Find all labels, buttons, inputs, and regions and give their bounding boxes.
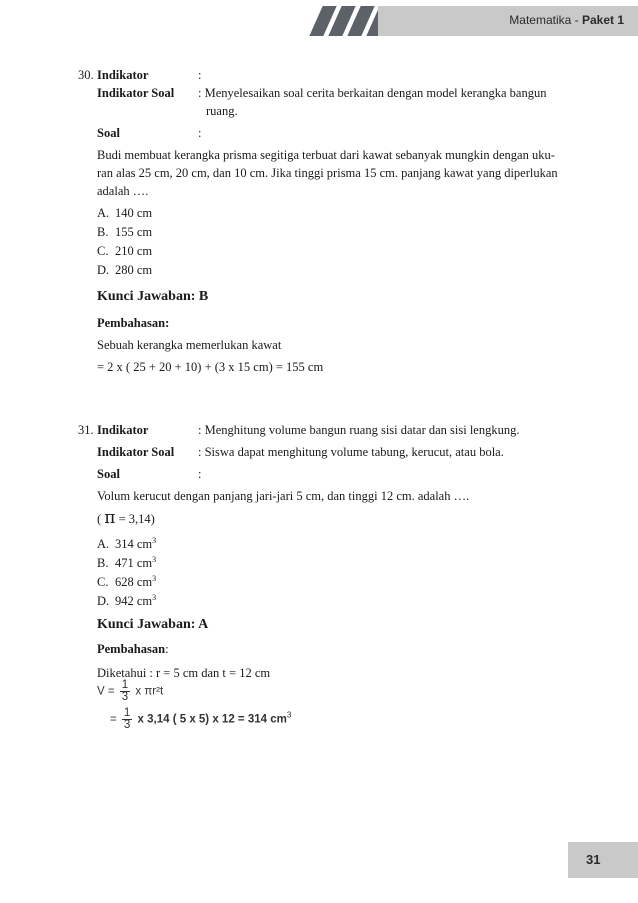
pembahasan-label: Pembahasan: <box>97 316 170 330</box>
answer-options <box>78 532 578 608</box>
question-31 <box>78 421 578 682</box>
indikator-value: : <box>198 68 202 82</box>
header-title: Matematika - Paket 1 <box>509 13 624 27</box>
pembahasan-label: Pembahasan <box>97 642 166 656</box>
soal-value: : <box>198 126 202 140</box>
pembahasan-calc: = 2 x ( 25 + 20 + 10) + (3 x 15 cm) = 155 cm <box>97 360 324 374</box>
diketahui-text: Diketahui : r = 5 cm dan t = 12 cm <box>97 666 271 680</box>
pi-note: ( π = 3,14) <box>97 508 155 528</box>
indikator-value: : Menghitung volume bangun ruang sisi datar dan sisi lengkung. <box>198 423 520 437</box>
option-b: B. 155 cm <box>97 225 153 239</box>
question-30 <box>78 66 578 376</box>
question-text: Volum kerucut dengan panjang jari-jari 5 cm, dan tinggi 12 cm. adalah …. <box>97 489 470 503</box>
soal-value: : <box>198 467 202 481</box>
option-d: D. 942 $cm^3$ <box>97 593 157 608</box>
question-number: 31. <box>78 423 94 437</box>
option-a: A. 314 $cm^3$ <box>97 536 157 551</box>
option-d: D. 280 cm <box>97 263 153 277</box>
indikator-soal-value: : Siswa dapat menghitung volume tabung, kerucut, atau bola. <box>198 445 504 459</box>
soal-label: Soal <box>97 126 120 140</box>
answer-options <box>78 204 578 280</box>
formula-line-2: = $\frac{1}{3}$ x 3,14 ( 5 x 5) x 12 = 314 $cm^3$ <box>110 707 292 731</box>
pembahasan-label-row: Pembahasan: <box>97 642 169 656</box>
fraction: $\frac{1}{3}$ <box>123 707 131 731</box>
indikator-soal-value: : Menyelesaikan soal cerita berkaitan dengan model kerangka bangun <box>198 86 547 100</box>
indikator-label: Indikator <box>97 423 149 437</box>
indikator-soal-label: Indikator Soal <box>97 445 175 459</box>
pembahasan-text: Sebuah kerangka memerlukan kawat <box>97 338 282 352</box>
page-number: 31 <box>586 852 601 867</box>
option-c: C. 628 $cm^3$ <box>97 574 157 589</box>
formula-line-1: V = $\frac{1}{3}$ x πr²t <box>97 679 164 703</box>
pi-symbol: π <box>104 508 116 528</box>
indikator-label: Indikator <box>97 68 149 82</box>
option-b: B. 471 $cm^3$ <box>97 555 157 570</box>
option-c: C. 210 cm <box>97 244 153 258</box>
answer-key: Kunci Jawaban: A <box>97 617 209 632</box>
question-text: Budi membuat kerangka prisma segitiga terbuat dari kawat sebanyak mungkin dengan uku- ran alas 25 cm, 20 cm, dan 10 cm. Jika tinggi prisma 15 cm. panjang kawat yang diperlukan adalah …. <box>97 148 558 198</box>
question-number: 30. <box>78 68 94 82</box>
fraction: $\frac{1}{3}$ <box>121 679 129 703</box>
page-number-box <box>568 842 638 878</box>
page-header <box>0 0 638 40</box>
soal-label: Soal <box>97 467 120 481</box>
indikator-soal-label: Indikator Soal <box>97 86 175 100</box>
option-a: A. 140 cm <box>97 206 153 220</box>
indikator-soal-value-cont: ruang. <box>206 104 238 118</box>
answer-key: Kunci Jawaban: B <box>97 289 209 304</box>
